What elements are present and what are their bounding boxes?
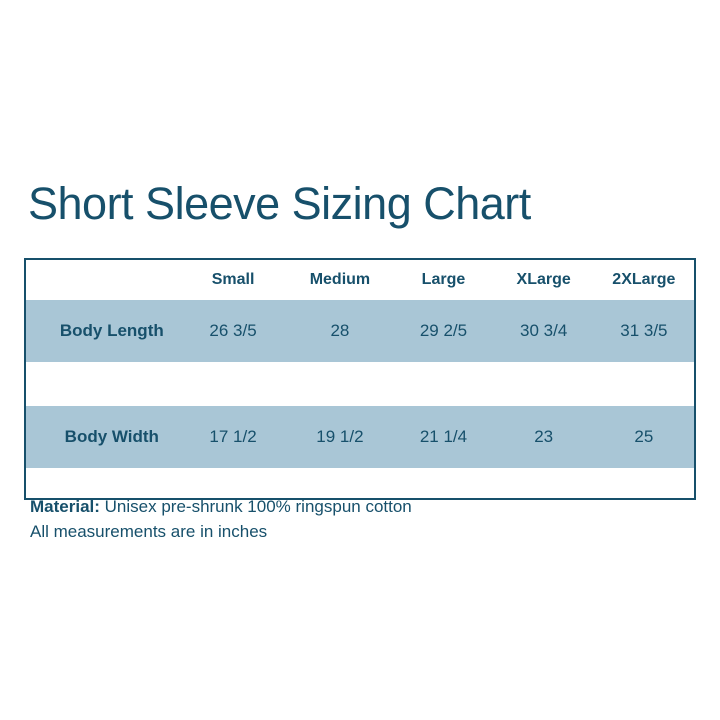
table-row — [26, 406, 694, 468]
table-header-row — [26, 260, 694, 300]
cell-body-length-2xlarge: 31 3/5 — [594, 300, 694, 362]
table-corner-cell — [26, 260, 180, 300]
row-label-body-width: Body Width — [26, 406, 180, 468]
footnote-measurements-line: All measurements are in inches — [30, 522, 268, 541]
cell-body-width-xlarge: 23 — [494, 406, 594, 468]
column-header-medium: Medium — [287, 260, 394, 300]
footnote-material-label: Material: — [30, 497, 100, 516]
sizing-table — [26, 260, 694, 498]
footnote-material-value: Unisex pre-shrunk 100% ringspun cotton — [99, 497, 412, 516]
page-title: Short Sleeve Sizing Chart — [28, 178, 531, 229]
column-header-large: Large — [393, 260, 493, 300]
row-label-body-length: Body Length — [26, 300, 180, 362]
sizing-table-container — [24, 258, 696, 500]
cell-body-width-2xlarge: 25 — [594, 406, 694, 468]
column-header-2xlarge: 2XLarge — [594, 260, 694, 300]
cell-body-width-large: 21 1/4 — [393, 406, 493, 468]
cell-body-length-medium: 28 — [287, 300, 394, 362]
column-header-xlarge: XLarge — [494, 260, 594, 300]
cell-body-width-small: 17 1/2 — [180, 406, 287, 468]
cell-body-length-xlarge: 30 3/4 — [494, 300, 594, 362]
cell-body-width-medium: 19 1/2 — [287, 406, 394, 468]
footnote — [30, 494, 412, 544]
table-spacer-row — [26, 362, 694, 406]
cell-body-length-small: 26 3/5 — [180, 300, 287, 362]
footnote-material-line — [30, 494, 412, 519]
table-row — [26, 300, 694, 362]
cell-body-length-large: 29 2/5 — [393, 300, 493, 362]
column-header-small: Small — [180, 260, 287, 300]
